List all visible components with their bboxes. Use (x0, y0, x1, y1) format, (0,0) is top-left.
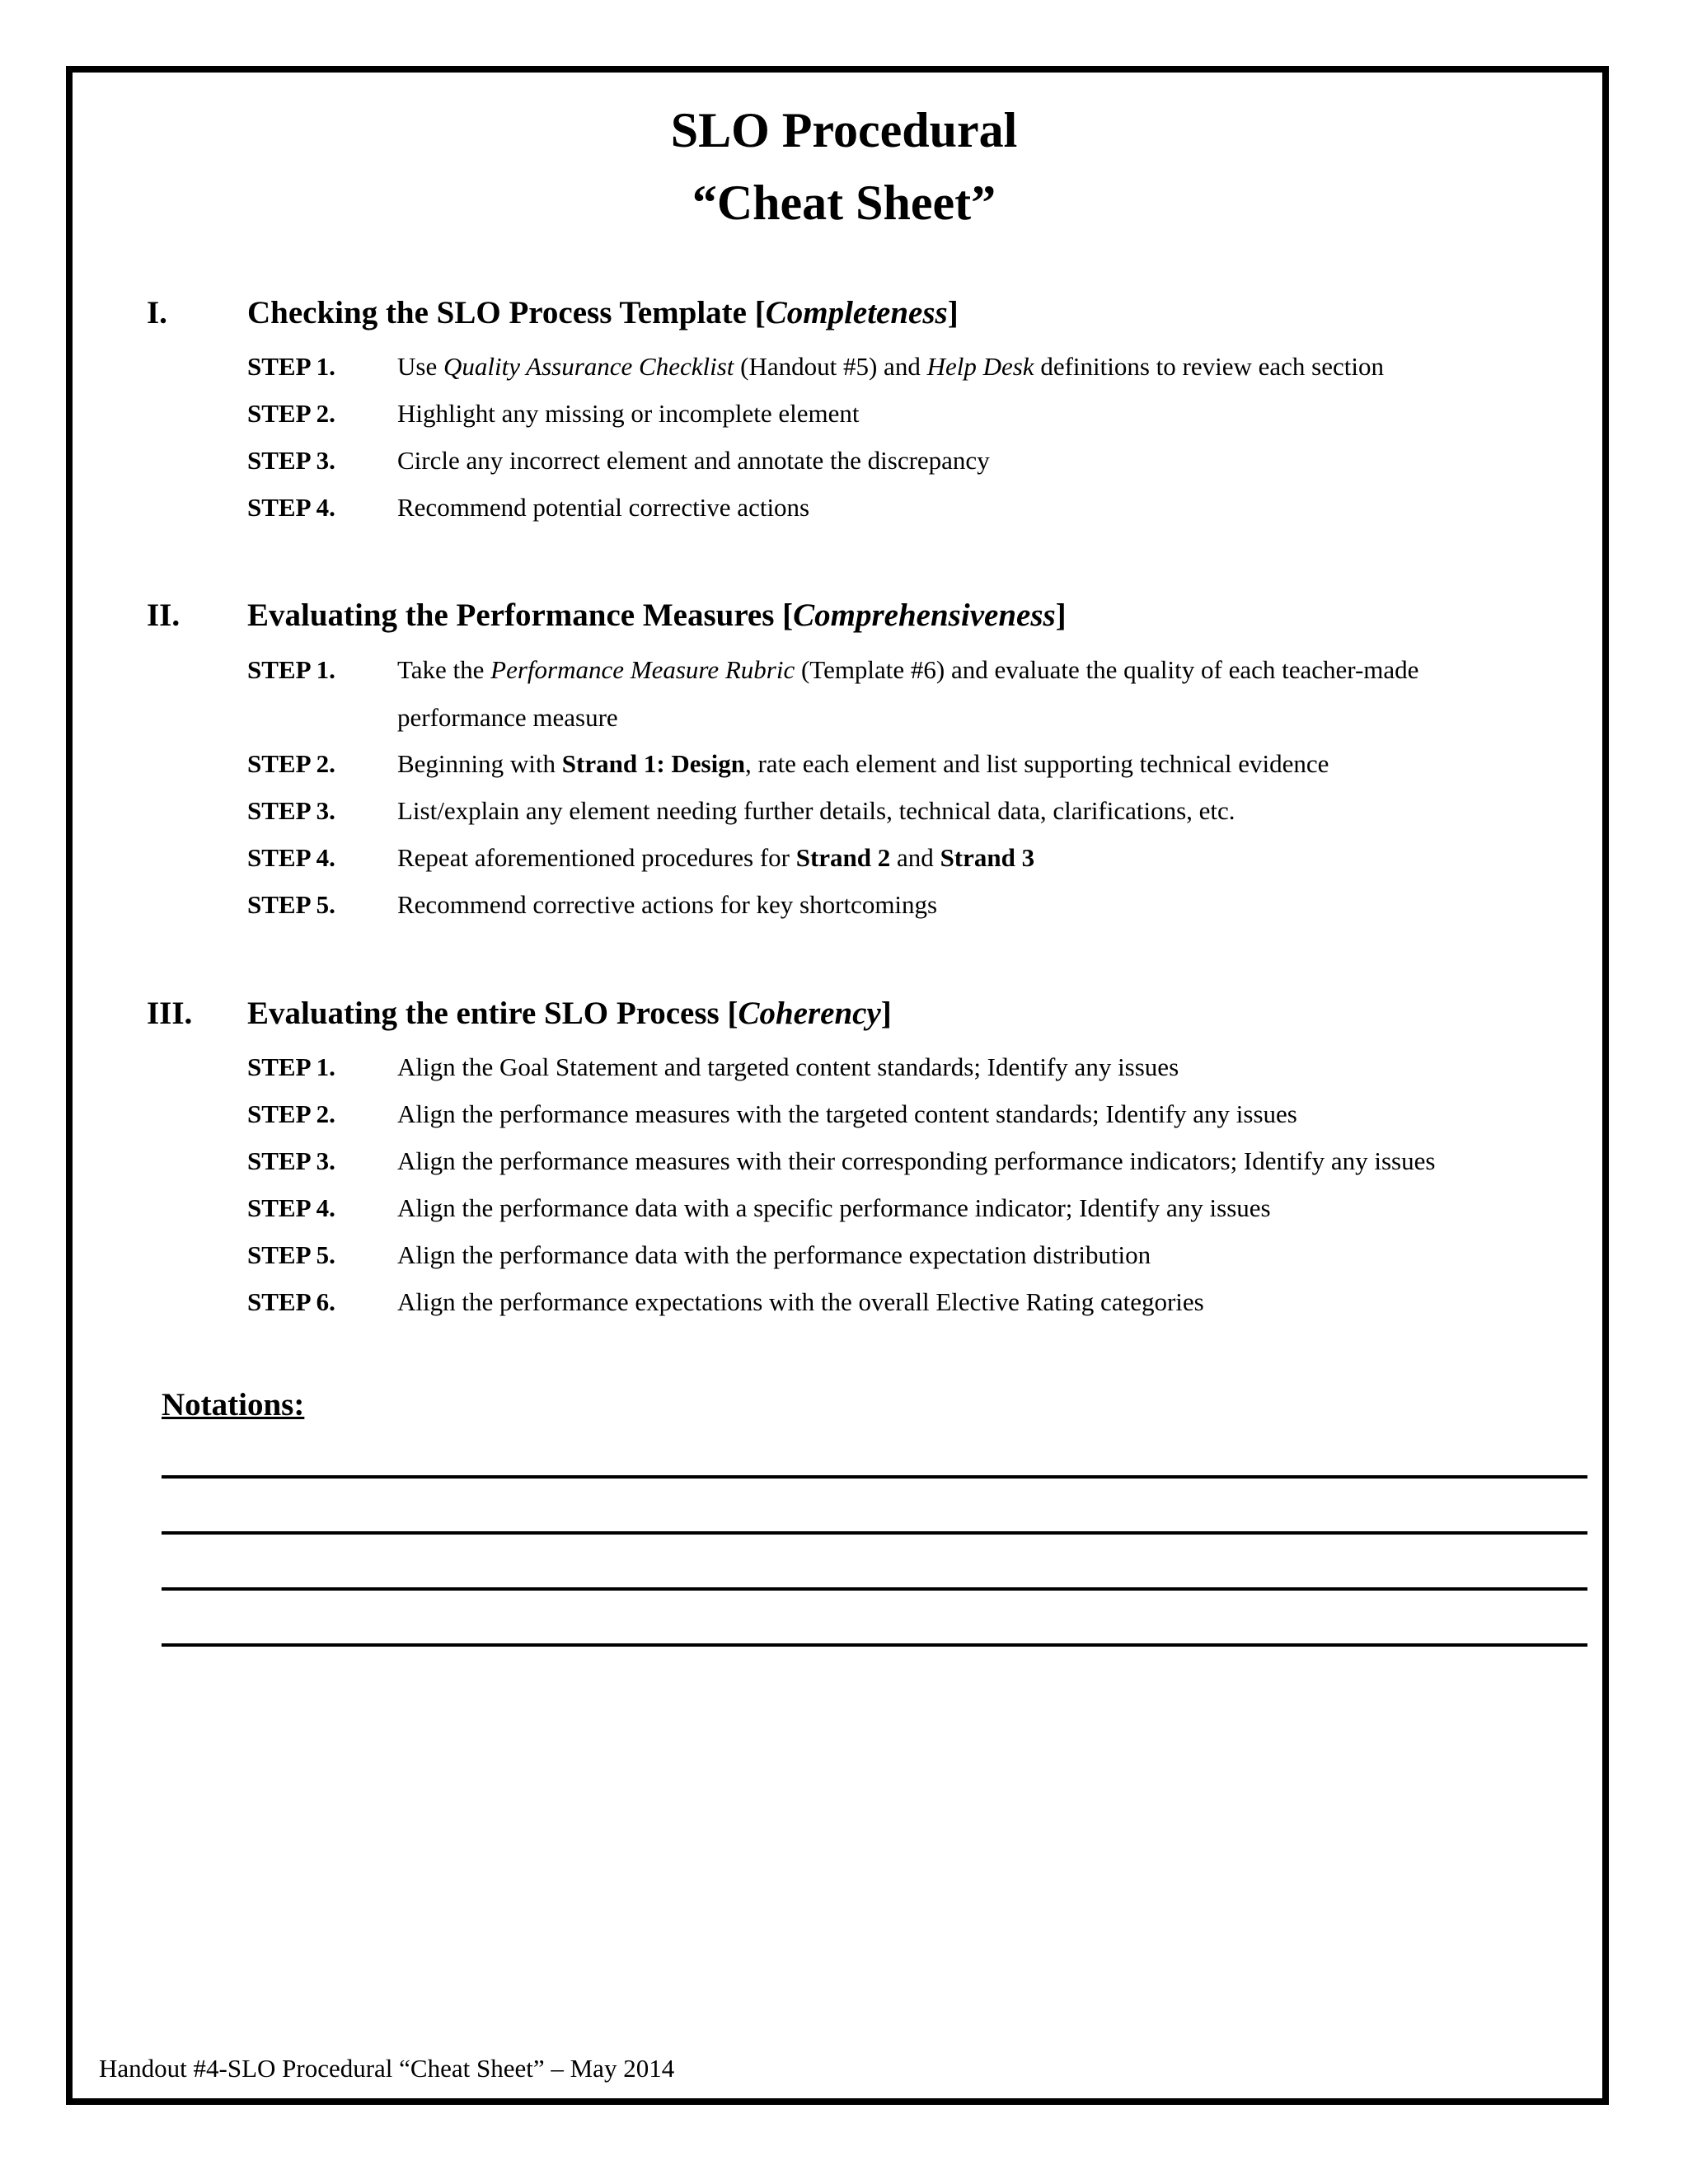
step-label: STEP 4. (247, 493, 335, 522)
step-text: Recommend potential corrective actions (397, 493, 810, 522)
notation-line (162, 1531, 1587, 1535)
section-numeral: I. (147, 295, 167, 330)
step-text: Align the Goal Statement and targeted content standards; Identify any issues (397, 1052, 1179, 1081)
step-label: STEP 2. (247, 1099, 335, 1128)
step-label: STEP 2. (247, 399, 335, 428)
step-text: Take the Performance Measure Rubric (Template #6) and evaluate the quality of each teacher-made performance measure (397, 655, 1419, 732)
step-label: STEP 2. (247, 749, 335, 778)
step-label: STEP 4. (247, 843, 335, 872)
step-label: STEP 5. (247, 890, 335, 919)
notation-line (162, 1643, 1587, 1647)
step-label: STEP 1. (247, 1052, 335, 1081)
notation-line (162, 1587, 1587, 1591)
step-text: Align the performance expectations with the overall Elective Rating categories (397, 1287, 1204, 1316)
step-label: STEP 3. (247, 796, 335, 825)
step-label: STEP 4. (247, 1193, 335, 1222)
page-footer: Handout #4-SLO Procedural “Cheat Sheet” – May 2014 (99, 2054, 675, 2083)
step-text: Align the performance measures with the targeted content standards; Identify any issues (397, 1099, 1297, 1128)
step-text: Align the performance data with the performance expectation distribution (397, 1240, 1151, 1269)
page-title: SLO Procedural (670, 103, 1018, 157)
section-title: Checking the SLO Process Template [Completeness] (247, 295, 959, 330)
step-text: Align the performance data with a specific performance indicator; Identify any issues (397, 1193, 1271, 1222)
step-label: STEP 1. (247, 352, 335, 381)
notations-label: Notations: (162, 1387, 305, 1422)
section-numeral: II. (147, 598, 181, 633)
section-title: Evaluating the entire SLO Process [Coherency] (247, 996, 892, 1031)
section-title: Evaluating the Performance Measures [Comprehensiveness] (247, 598, 1067, 633)
step-text: Beginning with Strand 1: Design, rate each element and list supporting technical evidence (397, 749, 1329, 778)
notation-line (162, 1475, 1587, 1479)
step-text: Repeat aforementioned procedures for Strand 2 and Strand 3 (397, 843, 1035, 872)
page-subtitle: “Cheat Sheet” (692, 176, 996, 230)
step-text: Highlight any missing or incomplete element (397, 399, 860, 428)
step-text: Use Quality Assurance Checklist (Handout #5) and Help Desk definitions to review each section (397, 352, 1384, 381)
step-label: STEP 6. (247, 1287, 335, 1316)
step-label: STEP 1. (247, 655, 335, 684)
step-text: Align the performance measures with their corresponding performance indicators; Identify any issues (397, 1146, 1436, 1175)
step-label: STEP 5. (247, 1240, 335, 1269)
step-text: Recommend corrective actions for key shortcomings (397, 890, 938, 919)
step-label: STEP 3. (247, 1146, 335, 1175)
step-text: List/explain any element needing further details, technical data, clarifications, etc. (397, 796, 1236, 825)
step-text: Circle any incorrect element and annotate the discrepancy (397, 446, 990, 475)
step-label: STEP 3. (247, 446, 335, 475)
section-numeral: III. (147, 996, 193, 1031)
